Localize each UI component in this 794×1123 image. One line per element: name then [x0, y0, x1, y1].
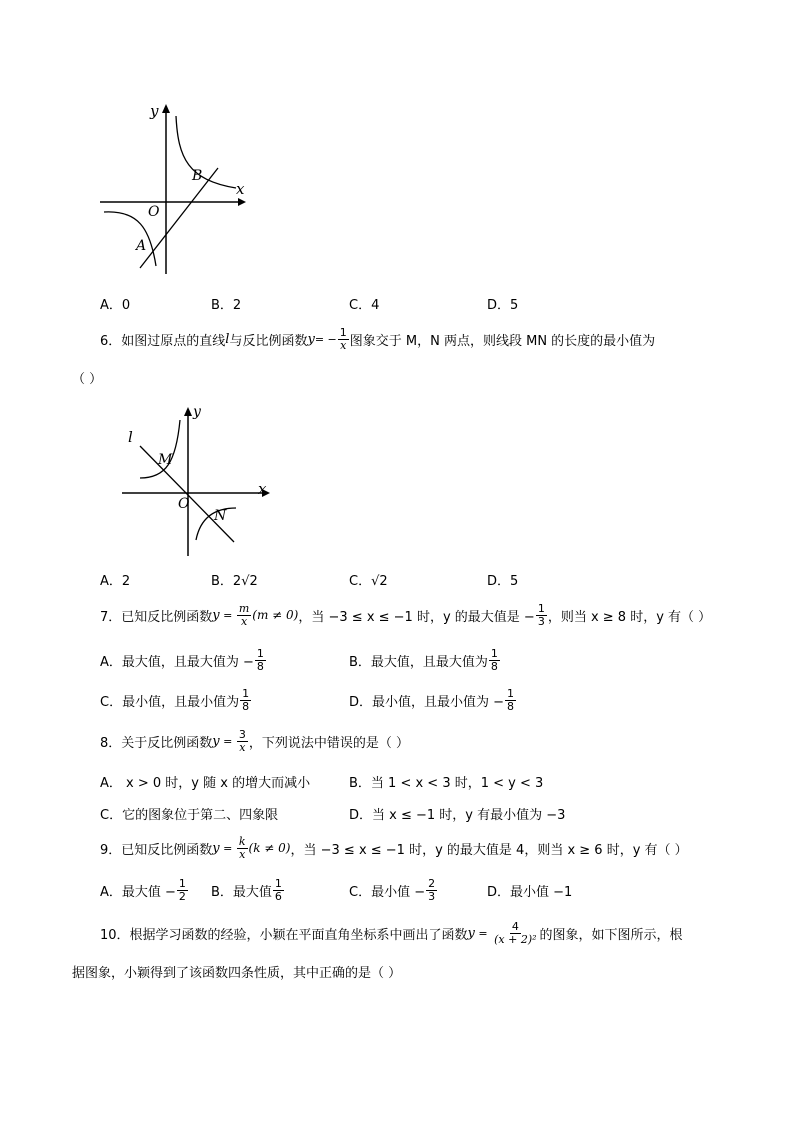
q6-option-b-value: 2√2: [232, 574, 258, 589]
q7-option-d: [349, 685, 517, 715]
q6-option-b: [211, 570, 258, 589]
q7-eq-sign: =: [219, 608, 236, 622]
q7-option-a: [100, 645, 267, 675]
q7-option-b-num: 1: [490, 646, 498, 660]
q9-option-b-den: 6: [274, 889, 282, 903]
q7-func-y: y: [212, 607, 220, 623]
q10-stem-suffix: 的图象，如下图所示，根: [539, 927, 683, 943]
q8-option-b: B．当 1 < x < 3 时，1 < y < 3: [349, 776, 544, 791]
q7-option-d-den: 8: [507, 699, 515, 713]
q8-stem-prefix: 8．关于反比例函数: [100, 735, 213, 751]
q9-option-b-text: B．最大值: [211, 884, 272, 900]
q10-func-num: 4: [511, 919, 519, 933]
q6-stem: [100, 326, 655, 352]
q9-option-b: [211, 875, 285, 905]
q7-option-b-text: B．最大值，且最大值为: [349, 654, 488, 670]
q9-option-c: [349, 875, 438, 905]
q6-label-n: N: [214, 508, 227, 524]
q6-hyperbola-branch-2: [140, 420, 180, 478]
q6-figure: [118, 402, 278, 560]
q7-option-c-num: 1: [242, 686, 250, 700]
q6-option-c-value: √2: [371, 574, 388, 589]
q6-label-m: M: [158, 452, 173, 468]
q9-option-d: D．最小值 −1: [487, 885, 573, 900]
q5-hyperbola-branch-1: [176, 116, 236, 188]
q8-func-den: x: [239, 740, 246, 754]
q6-option-c: [349, 570, 388, 589]
q9-stem: [100, 833, 688, 863]
q7-cond: (m ≠ 0): [252, 608, 299, 622]
q7-option-c-den: 8: [242, 699, 250, 713]
q7-stem-mid: ，当 −3 ≤ x ≤ −1 时，y 的最大值是 −: [298, 609, 535, 625]
q7-max-den: 3: [537, 614, 545, 628]
q7-option-a-den: 8: [256, 659, 264, 673]
q9-option-a-fraction: [177, 878, 188, 902]
q7-option-b-den: 8: [490, 659, 498, 673]
q9-func-den: x: [239, 847, 246, 861]
q5-y-axis-arrow-icon: [162, 104, 170, 113]
q5-option-b: B．2: [211, 298, 242, 313]
q6-option-b-label: B．: [211, 574, 233, 589]
q7-max-num: 1: [537, 601, 545, 615]
q9-option-a: [100, 875, 189, 905]
q8-func-num: 3: [238, 727, 246, 741]
q9-eq-sign: =: [219, 841, 236, 855]
q6-fraction: [338, 327, 349, 351]
q5-figure: [96, 98, 256, 278]
q5-label-x: x: [236, 180, 245, 198]
q5-option-d: D．5: [487, 298, 519, 313]
q6-stem-mid: 与反比例函数: [229, 333, 308, 349]
q7-option-d-fraction: [505, 688, 516, 712]
q5-option-a: A．0: [100, 298, 131, 313]
q8-option-a: A． x > 0 时，y 随 x 的增大而减小: [100, 776, 311, 791]
q9-option-c-den: 3: [428, 889, 436, 903]
q6-stem-eq: = −: [314, 332, 337, 346]
q7-stem-prefix: 7．已知反比例函数: [100, 609, 213, 625]
q5-x-axis-arrow-icon: [238, 198, 246, 206]
q9-option-c-text: C．最小值 −: [349, 884, 426, 900]
q9-func-fraction: [237, 836, 248, 860]
q10-stem-line2: 据图象，小颖得到了该函数四条性质，其中正确的是（ ）: [72, 966, 402, 981]
q10-stem: [100, 916, 683, 950]
q10-eq-sign: =: [474, 926, 492, 940]
q10-stem-prefix: 10．根据学习函数的经验，小颖在平面直角坐标系中画出了函数: [100, 927, 468, 943]
q7-option-d-num: 1: [507, 686, 515, 700]
q7-option-a-fraction: [255, 648, 266, 672]
q8-func-y: y: [212, 733, 220, 749]
q9-option-a-text: A．最大值 −: [100, 884, 176, 900]
q8-option-c: C．它的图象位于第二、四象限: [100, 808, 279, 823]
q7-func-num: m: [238, 601, 250, 615]
q6-paren: （ ）: [72, 372, 103, 387]
q9-option-b-num: 1: [274, 876, 282, 890]
q9-cond: (k ≠ 0): [248, 841, 291, 855]
q7-option-a-num: 1: [256, 646, 264, 660]
q9-option-c-fraction: [426, 878, 437, 902]
q7-option-c: [100, 685, 252, 715]
q6-option-d: D．5: [487, 574, 519, 589]
q8-stem: [100, 726, 409, 756]
q8-func-fraction: [237, 729, 248, 753]
q6-label-y: y: [193, 404, 201, 420]
q8-stem-suffix: ，下列说法中错误的是（ ）: [248, 735, 409, 751]
q6-stem-l: l: [225, 331, 230, 347]
q9-option-c-num: 2: [428, 876, 436, 890]
q9-stem-prefix: 9．已知反比例函数: [100, 842, 213, 858]
q8-eq-sign: =: [219, 734, 236, 748]
q10-func-fraction: [492, 921, 538, 945]
q7-func-fraction: [237, 603, 251, 627]
q7-stem-suffix: ，则当 x ≥ 8 时，y 有（ ）: [547, 609, 712, 625]
q7-func-den: x: [240, 614, 248, 628]
q9-func-num: k: [238, 834, 246, 848]
q6-label-o: O: [178, 496, 190, 512]
q9-option-a-num: 1: [178, 876, 186, 890]
q9-stem-suffix: ，当 −3 ≤ x ≤ −1 时，y 的最大值是 4，则当 x ≥ 6 时，y 有（ ）: [290, 842, 688, 858]
q5-label-y: y: [150, 102, 159, 120]
q5-option-c: C．4: [349, 298, 380, 313]
q10-func-y: y: [467, 925, 475, 941]
q9-option-b-fraction: [273, 878, 284, 902]
q10-func-den: (x + 2)²: [494, 932, 537, 946]
q8-option-d: D．当 x ≤ −1 时，y 有最小值为 −3: [349, 808, 566, 823]
q7-option-d-text: D．最小值，且最小值为 −: [349, 694, 505, 710]
q6-label-l: l: [128, 428, 133, 446]
q7-option-a-text: A．最大值，且最大值为 −: [100, 654, 254, 670]
q6-y-axis-arrow-icon: [184, 407, 192, 416]
q7-stem: [100, 600, 711, 630]
q5-label-a: A: [136, 238, 147, 254]
q5-label-o: O: [148, 204, 160, 220]
q6-option-a: A．2: [100, 574, 131, 589]
q7-option-c-text: C．最小值，且最小值为: [100, 694, 240, 710]
q6-stem-prefix: 6．如图过原点的直线: [100, 333, 226, 349]
q9-option-a-den: 2: [178, 889, 186, 903]
q6-stem-y: y: [307, 331, 315, 347]
q5-label-b: B: [192, 168, 203, 184]
q6-frac-num: 1: [339, 325, 347, 339]
q9-func-y: y: [212, 840, 220, 856]
q7-option-c-fraction: [240, 688, 251, 712]
q7-option-b-fraction: [489, 648, 500, 672]
q6-line-l: [140, 446, 234, 542]
q6-option-c-label: C．: [349, 574, 372, 589]
q7-option-b: [349, 645, 501, 675]
q6-frac-den: x: [340, 338, 347, 352]
q6-stem-suffix: 图象交于 M，N 两点，则线段 MN 的长度的最小值为: [349, 333, 656, 349]
q6-label-x: x: [258, 480, 267, 498]
q7-max-fraction: [536, 603, 547, 627]
